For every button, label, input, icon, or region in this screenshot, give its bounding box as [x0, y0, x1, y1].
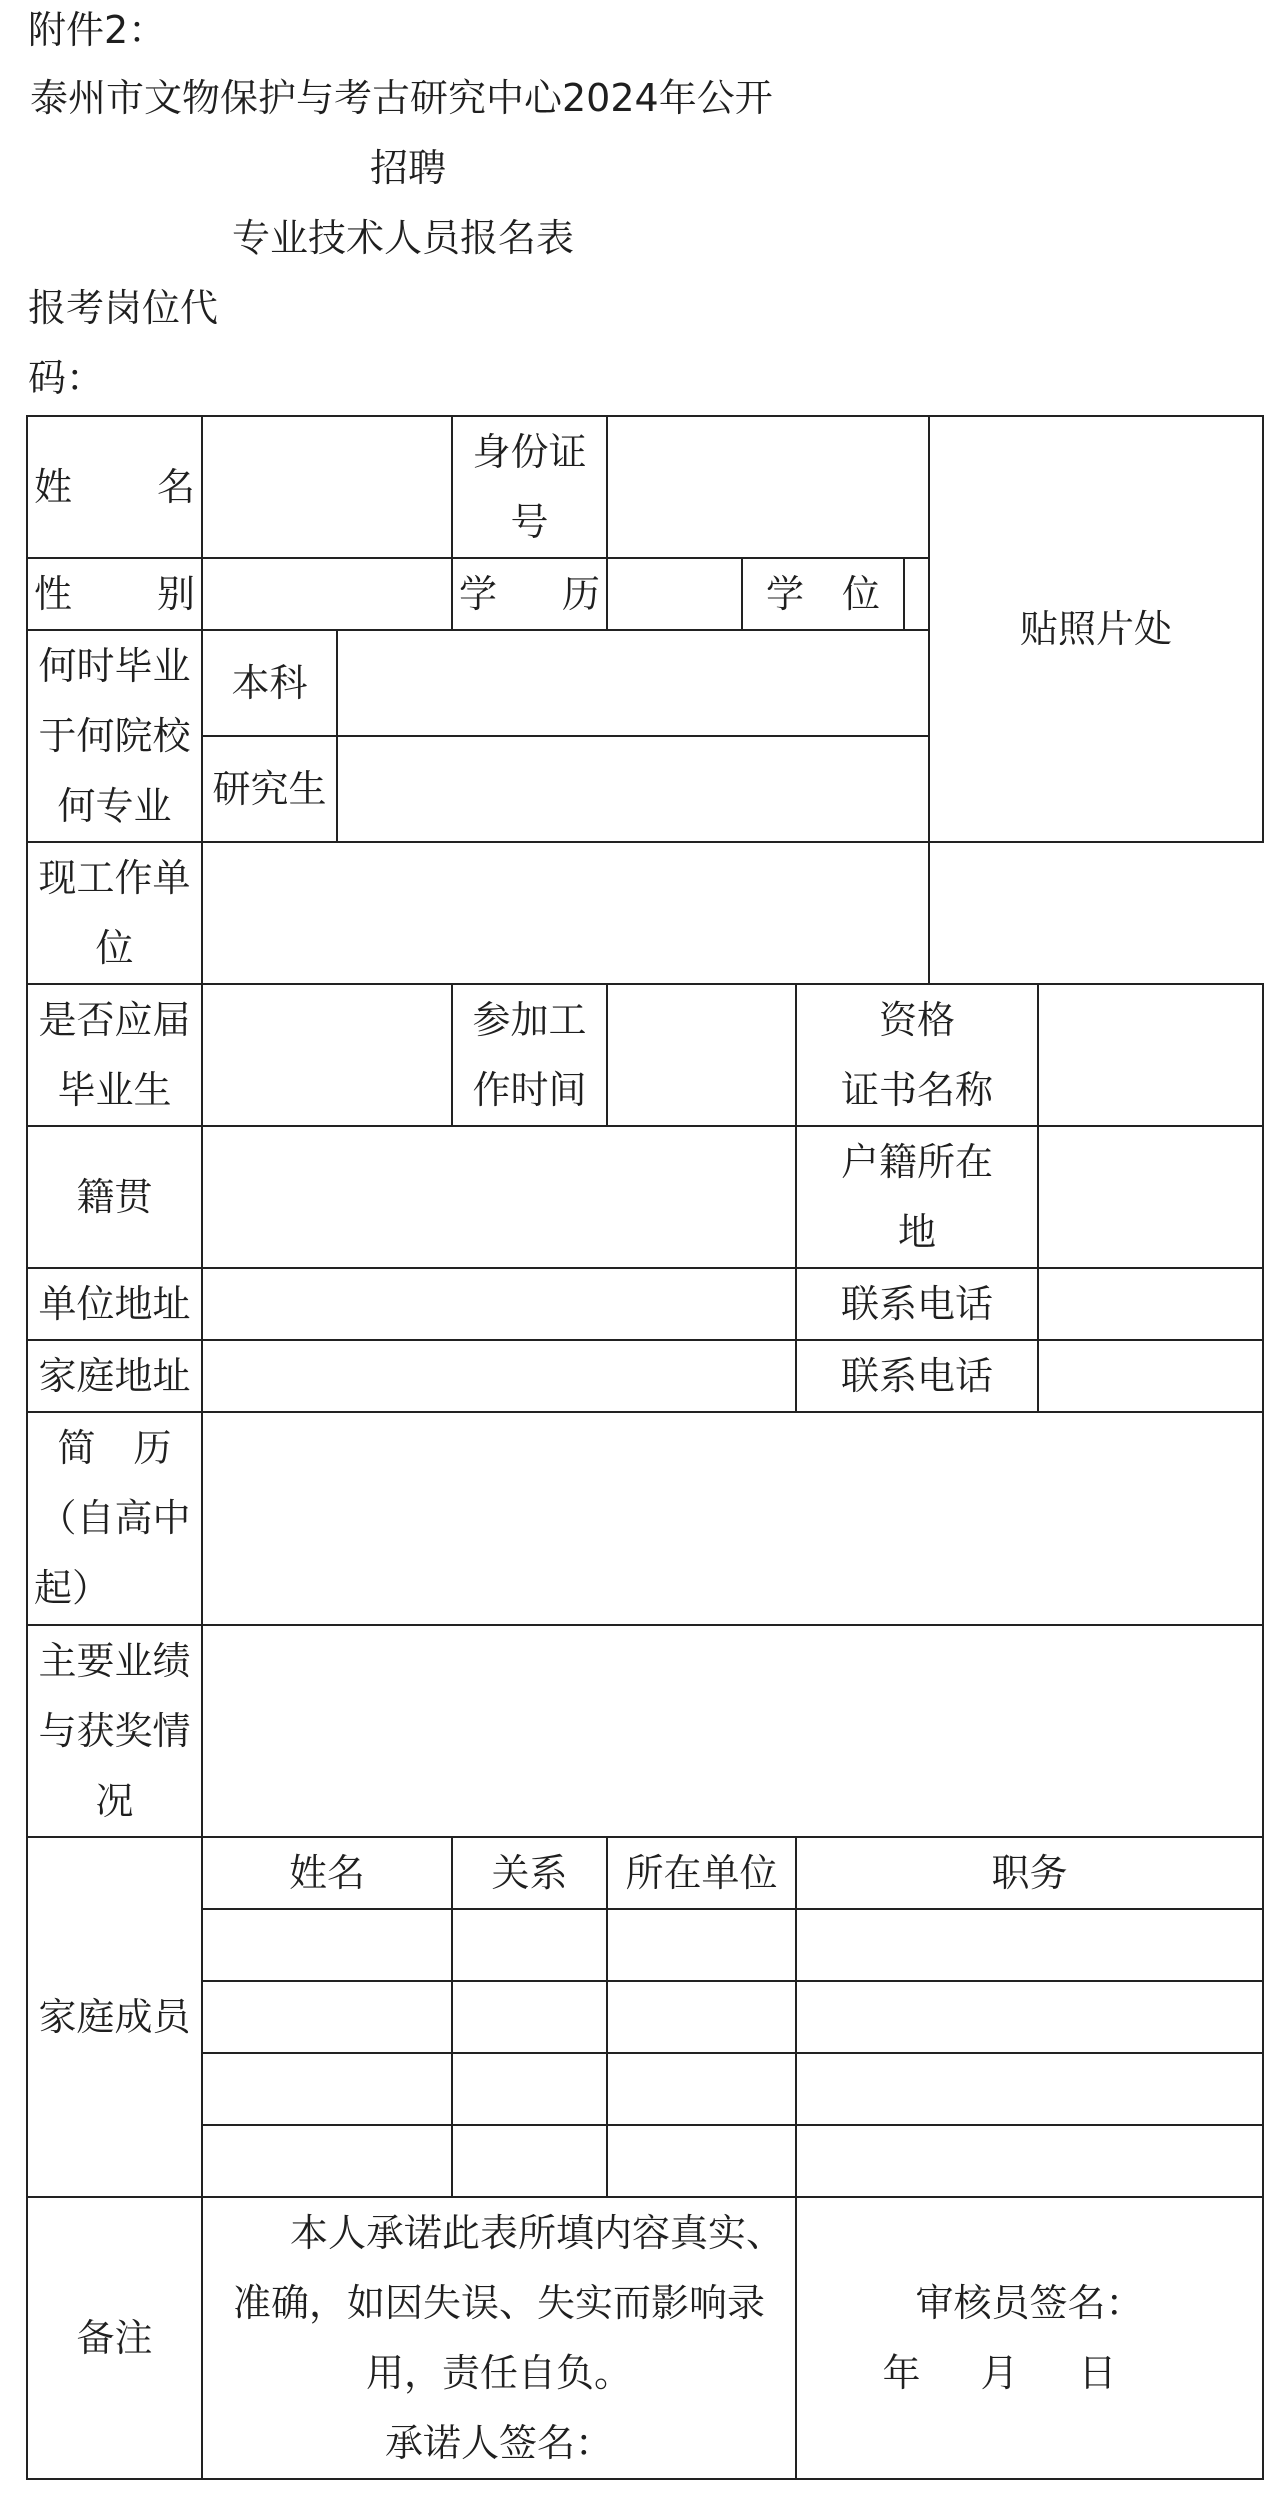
form-title-line1: 泰州市文物保护与考古研究中心2024年公开: [30, 76, 773, 120]
home-address-field[interactable]: [202, 1340, 796, 1412]
work-start-label: 参加工 作时间: [452, 984, 607, 1126]
family-row: [27, 2125, 1263, 2197]
family-name-cell[interactable]: [202, 2125, 452, 2197]
family-row: [27, 1909, 1263, 1981]
position-code-label: 报考岗位代: [28, 286, 219, 330]
family-relation-cell[interactable]: [452, 2125, 607, 2197]
work-start-field[interactable]: [607, 984, 796, 1126]
family-col-name: 姓名: [202, 1837, 452, 1909]
family-unit-cell[interactable]: [607, 1981, 796, 2053]
family-unit-cell[interactable]: [607, 1909, 796, 1981]
postgrad-label: 研究生: [202, 736, 337, 842]
postgrad-field[interactable]: [337, 736, 929, 842]
degree-label: 学 位: [742, 558, 904, 630]
fresh-graduate-field[interactable]: [202, 984, 452, 1126]
family-members-label: 家庭成员: [27, 1837, 202, 2197]
home-phone-label: 联系电话: [796, 1340, 1038, 1412]
work-unit-field[interactable]: [202, 842, 929, 984]
hukou-label: 户籍所在 地: [796, 1126, 1038, 1268]
family-row: [27, 1981, 1263, 2053]
family-title-cell[interactable]: [796, 2053, 1263, 2125]
pledge-statement: [202, 2197, 796, 2479]
unit-address-label: 单位地址: [27, 1268, 202, 1340]
hukou-field[interactable]: [1038, 1126, 1263, 1268]
auditor-signature-label: 审核员签名：: [915, 2280, 1144, 2325]
family-name-cell[interactable]: [202, 1981, 452, 2053]
certificate-label: 资格 证书名称: [796, 984, 1038, 1126]
native-place-field[interactable]: [202, 1126, 796, 1268]
undergrad-field[interactable]: [337, 630, 929, 736]
family-relation-cell[interactable]: [452, 2053, 607, 2125]
achievements-label: 主要业绩 与获奖情 况: [27, 1625, 202, 1837]
date-month: 月: [980, 2350, 1019, 2395]
unit-phone-label: 联系电话: [796, 1268, 1038, 1340]
home-address-label: 家庭地址: [27, 1340, 202, 1412]
education-field[interactable]: [607, 558, 742, 630]
family-name-cell[interactable]: [202, 2053, 452, 2125]
gender-label: 性 别: [27, 558, 202, 630]
family-col-relation: 关系: [452, 1837, 607, 1909]
family-title-cell[interactable]: [796, 2125, 1263, 2197]
date-day: 日: [1078, 2350, 1117, 2395]
family-title-cell[interactable]: [796, 1909, 1263, 1981]
position-code-label-cont: 码：: [28, 356, 105, 400]
family-col-unit: 所在单位: [607, 1837, 796, 1909]
fresh-graduate-label: 是否应届 毕业生: [27, 984, 202, 1126]
family-name-cell[interactable]: [202, 1909, 452, 1981]
resume-field[interactable]: [202, 1412, 1263, 1624]
native-place-label: 籍贯: [27, 1126, 202, 1268]
gender-field[interactable]: [202, 558, 452, 630]
pledge-signature-label: 承诺人签名：: [384, 2420, 613, 2465]
family-title-cell[interactable]: [796, 1981, 1263, 2053]
pledge-text: 本人承诺此表所填内容真实、准确，如因失误、失实而影响录用，责任自负。: [232, 2210, 784, 2395]
id-number-field[interactable]: [607, 416, 929, 558]
form-title-line3: 专业技术人员报名表: [232, 216, 575, 260]
family-relation-cell[interactable]: [452, 1909, 607, 1981]
auditor-section[interactable]: [796, 2197, 1263, 2479]
id-number-label: 身份证 号: [452, 416, 607, 558]
undergrad-label: 本科: [202, 630, 337, 736]
achievements-field[interactable]: [202, 1625, 1263, 1837]
unit-address-field[interactable]: [202, 1268, 796, 1340]
graduation-label: 何时毕业 于何院校 何专业: [27, 630, 202, 842]
work-unit-label: 现工作单 位: [27, 842, 202, 984]
date-year: 年: [882, 2350, 921, 2395]
name-field[interactable]: [202, 416, 452, 558]
home-phone-field[interactable]: [1038, 1340, 1263, 1412]
family-unit-cell[interactable]: [607, 2125, 796, 2197]
attachment-label: 附件2：: [28, 8, 167, 52]
degree-field[interactable]: [904, 558, 929, 630]
form-title-line2: 招聘: [370, 146, 447, 190]
registration-form: [26, 415, 1264, 2480]
certificate-field[interactable]: [1038, 984, 1263, 1126]
family-row: [27, 2053, 1263, 2125]
family-col-title: 职务: [796, 1837, 1263, 1909]
audit-date: [803, 2338, 1256, 2408]
photo-area[interactable]: 贴照片处: [929, 416, 1263, 842]
education-label: 学 历: [452, 558, 607, 630]
remarks-label: 备注: [27, 2197, 202, 2479]
family-unit-cell[interactable]: [607, 2053, 796, 2125]
resume-label: 简 历 （自高中 起）: [27, 1412, 202, 1624]
name-label: 姓 名: [27, 416, 202, 558]
unit-phone-field[interactable]: [1038, 1268, 1263, 1340]
family-relation-cell[interactable]: [452, 1981, 607, 2053]
